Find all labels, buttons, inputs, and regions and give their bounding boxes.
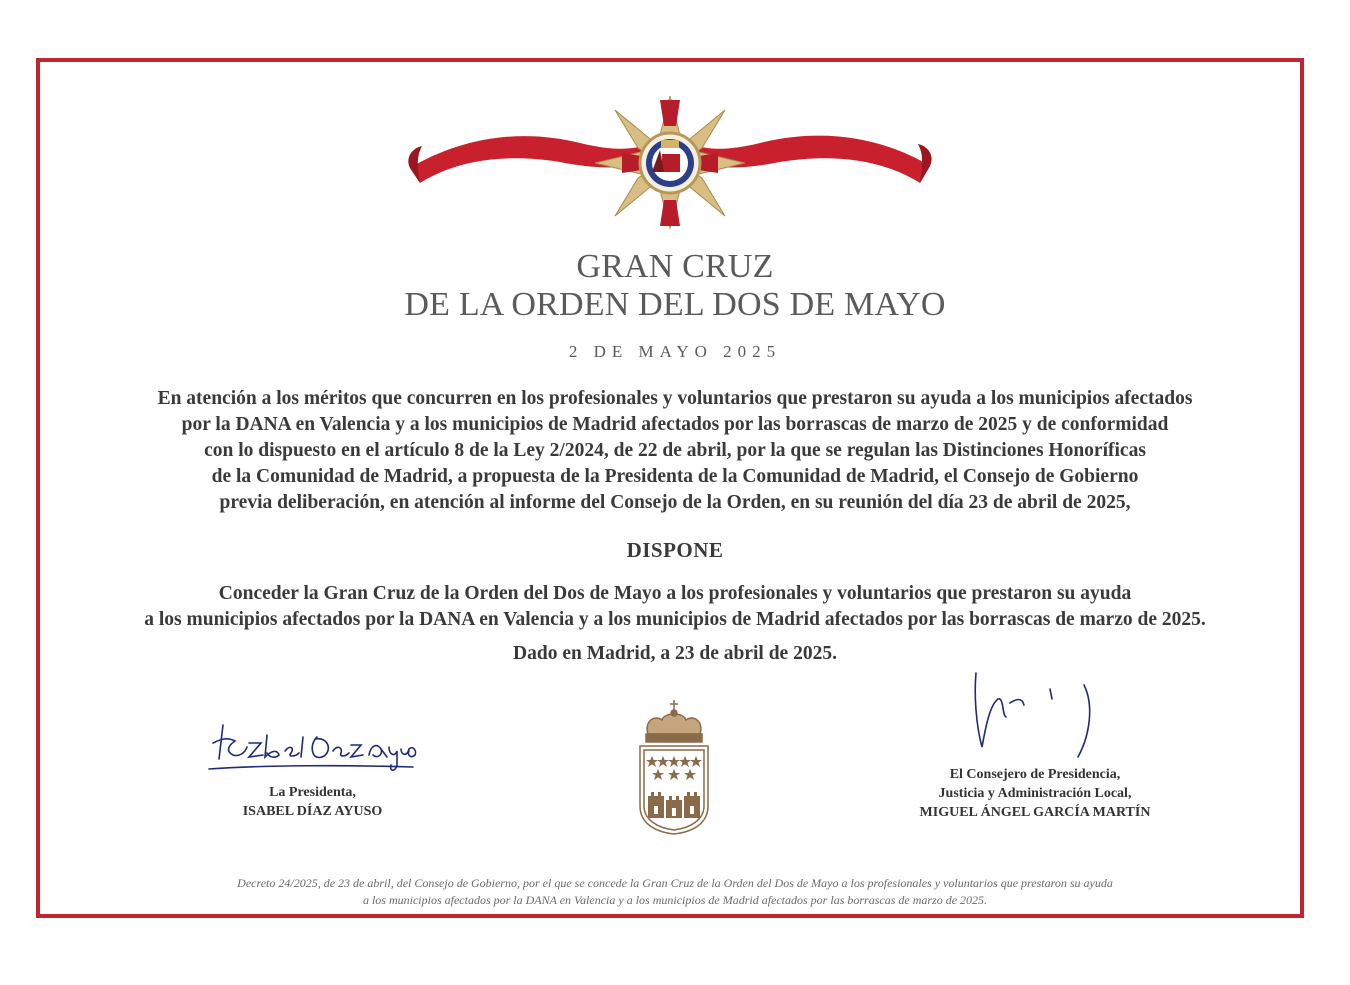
preamble-line: de la Comunidad de Madrid, a propuesta de la Presidenta de la Comunidad de Madrid, el Consejo de Gobierno: [211, 466, 1139, 487]
signature-president: [205, 715, 425, 780]
president-name: ISABEL DÍAZ AYUSO: [242, 804, 383, 819]
footer-line: Decreto 24/2025, de 23 de abril, del Consejo de Gobierno, por el que se concede la Gran Cruz de la Orden del Dos de Mayo a los profesionales y voluntarios que prestaron su ayuda: [237, 876, 1113, 890]
resolution-line: Conceder la Gran Cruz de la Orden del Dos de Mayo a los profesionales y voluntarios que prestaron su ayuda: [218, 583, 1132, 604]
preamble-paragraph: [60, 386, 1290, 516]
preamble-line: En atención a los méritos que concurren en los profesionales y voluntarios que prestaron su ayuda a los municipios afectados: [157, 388, 1193, 409]
consejero-name: MIGUEL ÁNGEL GARCÍA MARTÍN: [919, 805, 1151, 820]
title-line-1: GRAN CRUZ: [576, 248, 774, 285]
footer-line: a los municipios afectados por la DANA en Valencia y a los municipios de Madrid afectados por las borrascas de marzo de 2025.: [362, 893, 988, 907]
consejero-signature-block: [880, 765, 1190, 822]
decree-footer: [80, 875, 1270, 909]
signature-consejero: [960, 665, 1110, 760]
issued-date-place: Dado en Madrid, a 23 de abril de 2025.: [513, 643, 837, 664]
preamble-line: con lo dispuesto en el artículo 8 de la Ley 2/2024, de 22 de abril, por la que se regulan las Distinciones Honoríficas: [204, 440, 1146, 461]
title-line-2: DE LA ORDEN DEL DOS DE MAYO: [404, 286, 946, 323]
resolution-line: a los municipios afectados por la DANA en Valencia y a los municipios de Madrid afectados por las borrascas de marzo de 2025.: [144, 609, 1206, 630]
ceremony-date: 2 DE MAYO 2025: [568, 342, 782, 361]
consejero-role-line-2: Justicia y Administración Local,: [938, 786, 1132, 801]
dispone-heading: DISPONE: [626, 538, 724, 562]
preamble-line: por la DANA en Valencia y a los municipios de Madrid afectados por las borrascas de marzo de 2025 y de conformidad: [181, 414, 1169, 435]
comunidad-de-madrid-coat-of-arms-icon: [634, 698, 714, 838]
president-role: La Presidenta,: [269, 785, 356, 800]
president-signature-block: [200, 783, 425, 821]
resolution-paragraph: [60, 581, 1290, 633]
gran-cruz-medal-icon: [400, 88, 940, 238]
consejero-role-line-1: El Consejero de Presidencia,: [949, 767, 1121, 782]
preamble-line: previa deliberación, en atención al informe del Consejo de la Orden, en su reunión del día 23 de abril de 2025,: [219, 492, 1131, 513]
